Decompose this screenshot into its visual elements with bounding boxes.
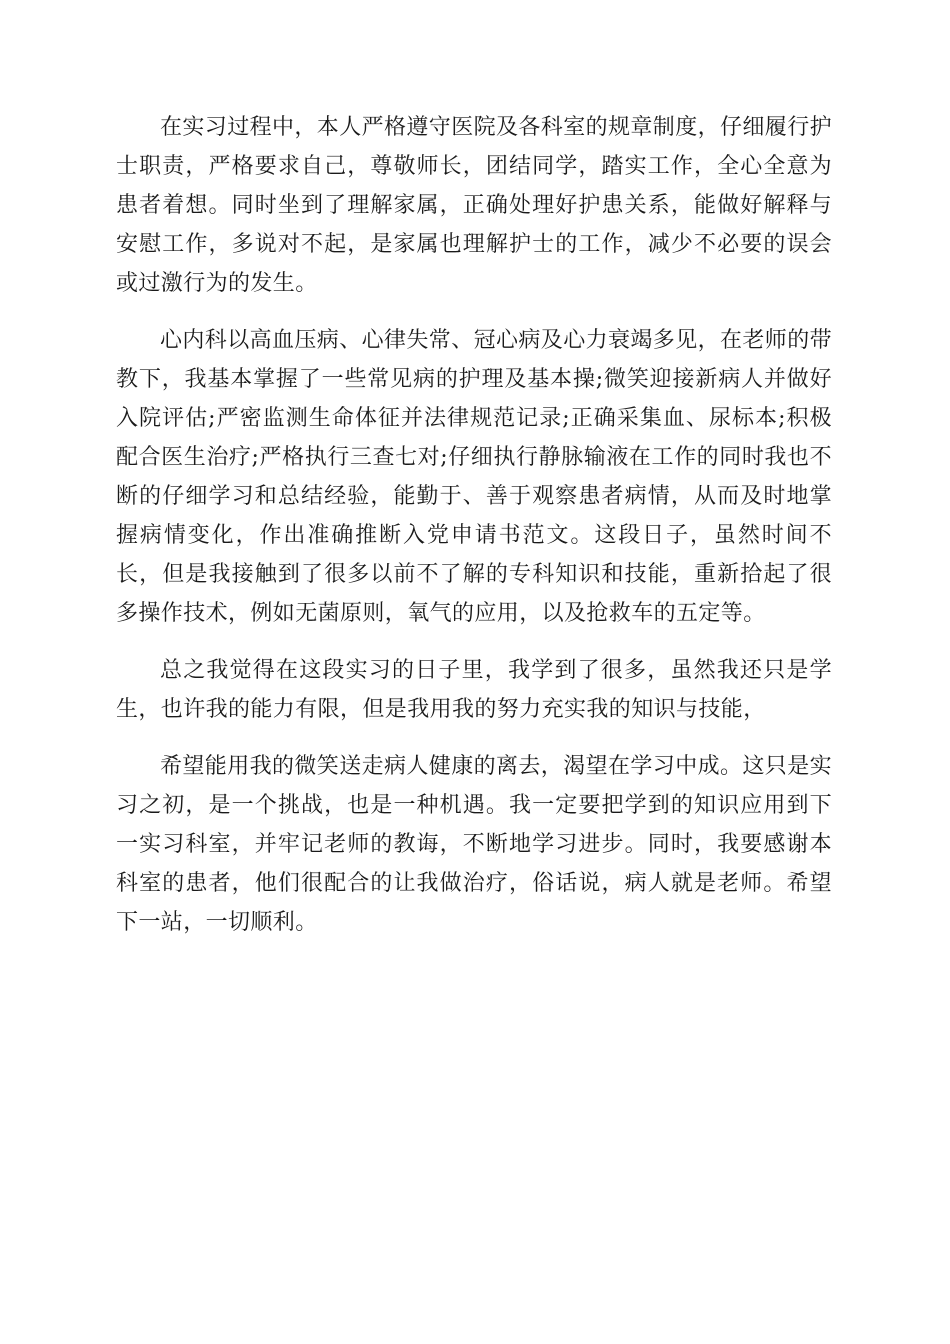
document-body	[116, 108, 832, 960]
paragraph-1: 在实习过程中，本人严格遵守医院及各科室的规章制度，仔细履行护士职责，严格要求自己，尊敬师长，团结同学，踏实工作，全心全意为患者着想。同时坐到了理解家属，正确处理好护患关系，能做好解释与安慰工作，多说对不起，是家属也理解护士的工作，减少不必要的误会或过激行为的发生。	[116, 115, 833, 296]
paragraph-3: 总之我觉得在这段实习的日子里，我学到了很多，虽然我还只是学生，也许我的能力有限，但是我用我的努力充实我的知识与技能，	[116, 658, 832, 722]
paragraph-4: 希望能用我的微笑送走病人健康的离去，渴望在学习中成。这只是实习之初，是一个挑战，也是一种机遇。我一定要把学到的知识应用到下一实习科室，并牢记老师的教诲，不断地学习进步。同时，我要感谢本科室的患者，他们很配合的让我做治疗，俗话说，病人就是老师。希望下一站，一切顺利。	[116, 754, 833, 935]
paragraph-2: 心内科以高血压病、心律失常、冠心病及心力衰竭多见，在老师的带教下，我基本掌握了一些常见病的护理及基本操;微笑迎接新病人并做好入院评估;严密监测生命体征并法律规范记录;正确采集血、尿标本;积极配合医生治疗;严格执行三查七对;仔细执行静脉输液在工作的同时我也不断的仔细学习和总结经验，能勤于、善于观察患者病情，从而及时地掌握病情变化，作出准确推断入党申请书范文。这段日子，虽然时间不长，但是我接触到了很多以前不了解的专科知识和技能，重新拾起了很多操作技术，例如无菌原则，氧气的应用，以及抢救车的五定等。	[116, 328, 833, 626]
